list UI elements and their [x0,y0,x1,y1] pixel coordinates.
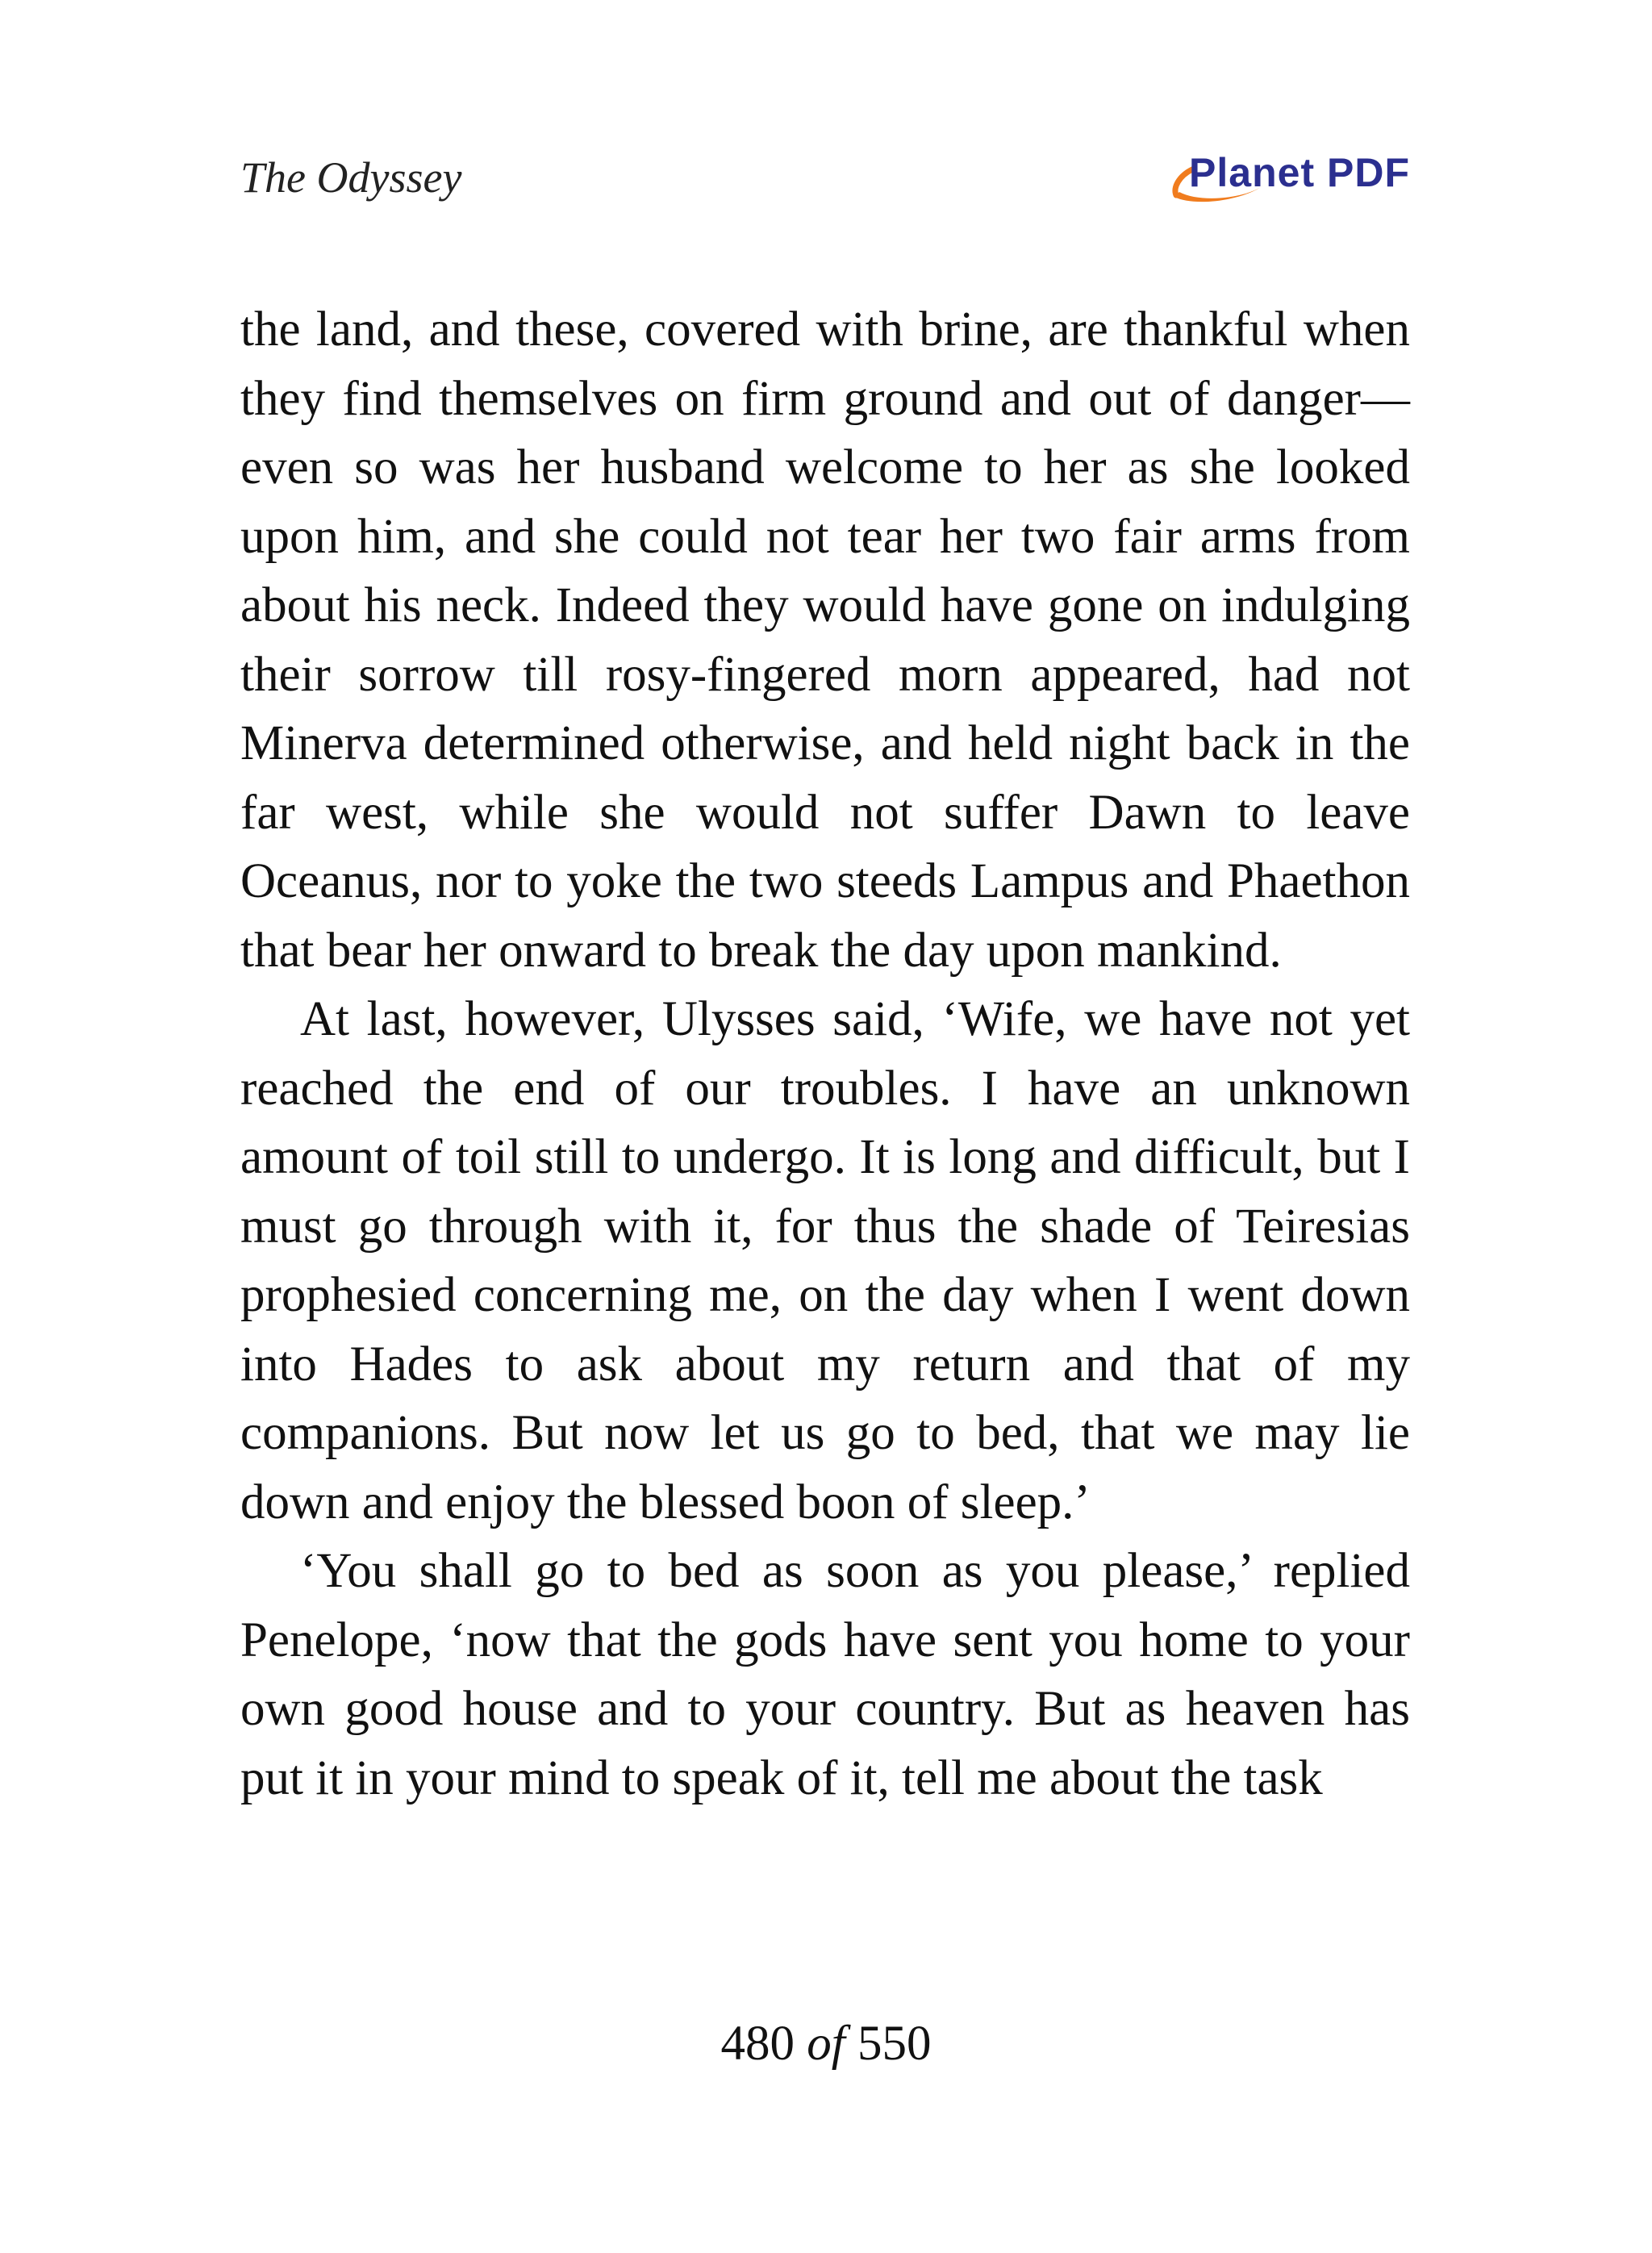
paragraph: ‘You shall go to bed as soon as you please,’ replied Penelope, ‘now that the gods have sent you home to your own good house and to your country. But as heaven has put it in your mind to speak of it, tell me about the task [240,1544,1410,1805]
page-number [0,2012,1652,2076]
paragraph: the land, and these, covered with brine, are thankful when they find themselves on firm ground and out of danger— even so was her husband welcome to her as she looked upon him, and she could not tear her two fair arms from about his neck. Indeed they would have gone on indulging their sorrow till rosy-fingered morn appeared, had not Minerva determined otherwise, and held night back in the far west, while she would not suffer Dawn to leave Oceanus, nor to yoke the two steeds Lampus and Phaethon that bear her onward to break the day upon mankind. [240,302,1410,978]
page-of-label: of [807,2017,845,2071]
book-title: The Odyssey [240,153,462,202]
page-current: 480 [720,2017,795,2071]
running-header [240,152,1410,208]
body-text [240,295,1410,1813]
page-total: 550 [857,2017,932,2071]
planet-pdf-logo [1168,148,1410,205]
paragraph: At last, however, Ulysses said, ‘Wife, we have not yet reached the end of our troubles. I have an unknown amount of toil still to undergo. It is long and difficult, but I must go through with it, for thus the shade of Teiresias prophesied concerning me, on the day when I went down into Hades to ask about my return and that of my companions. But now let us go to bed, that we may lie down and enjoy the blessed boon of sleep.’ [240,992,1410,1529]
brand-name: Planet PDF [1189,150,1410,195]
